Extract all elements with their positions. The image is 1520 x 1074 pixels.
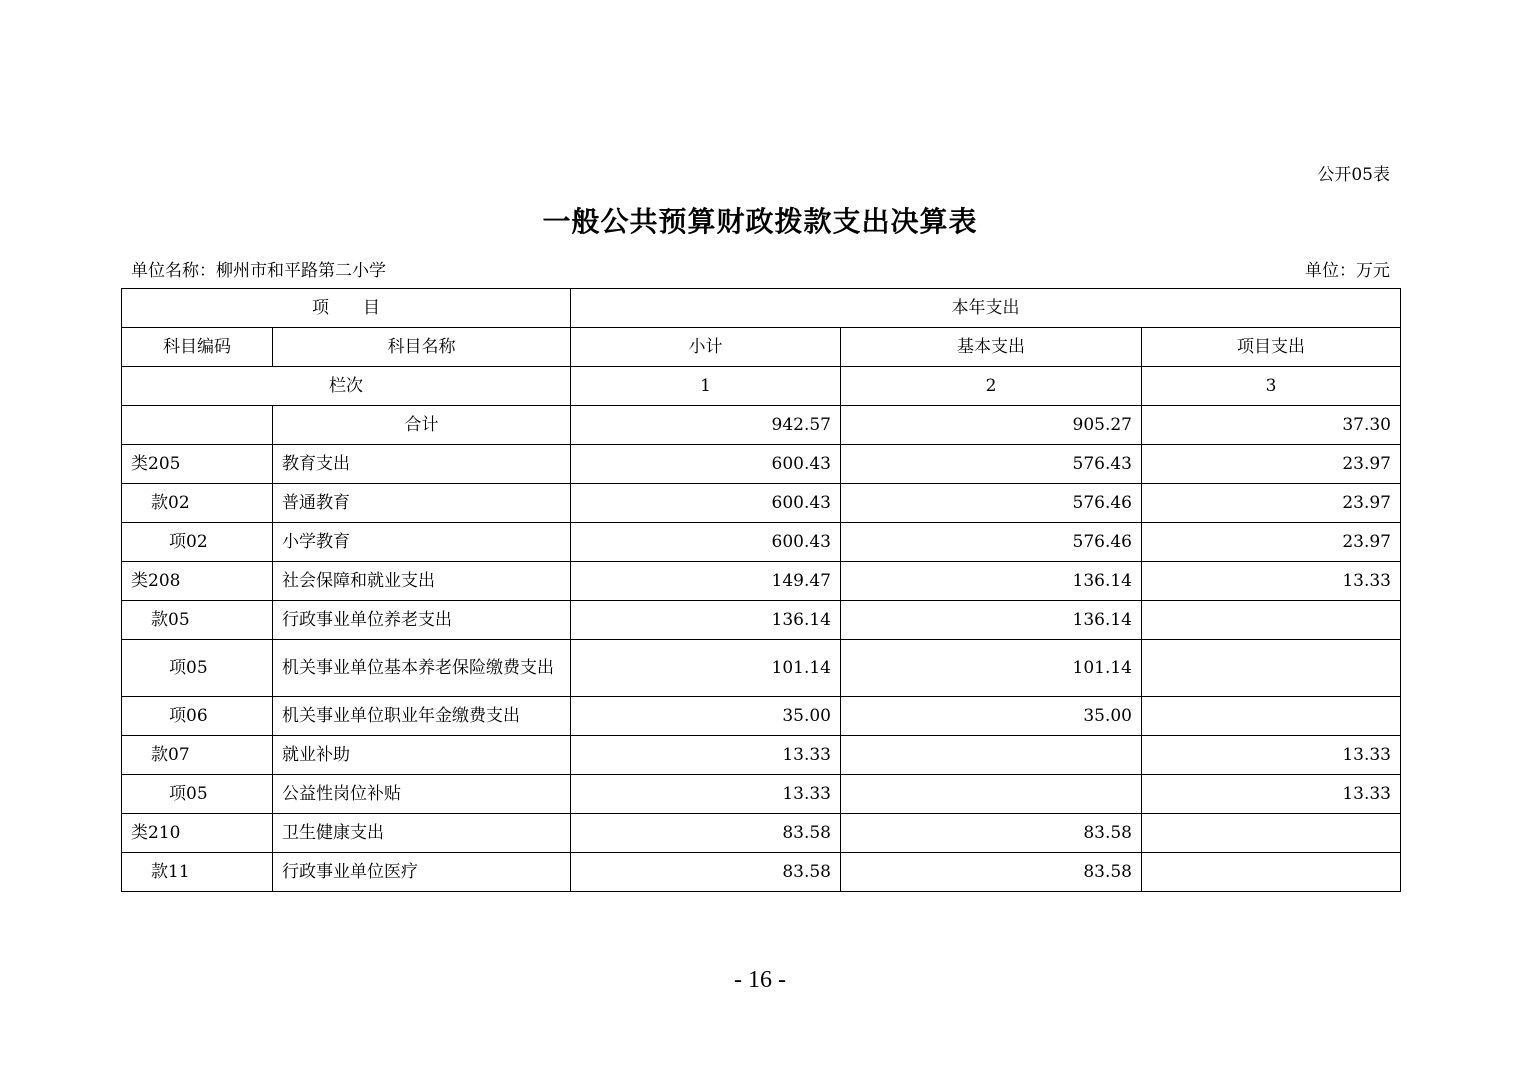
budget-table	[121, 288, 1401, 892]
project-value	[1142, 697, 1401, 736]
subject-code: 项05	[122, 775, 273, 814]
subtotal-value: 600.43	[571, 445, 841, 484]
subtotal-value: 13.33	[571, 775, 841, 814]
project-value: 23.97	[1142, 523, 1401, 562]
total-subtotal: 942.57	[571, 406, 841, 445]
project-value: 13.33	[1142, 562, 1401, 601]
subject-name: 行政事业单位养老支出	[273, 601, 571, 640]
header-column-order: 栏次	[122, 367, 571, 406]
project-value: 13.33	[1142, 736, 1401, 775]
subtotal-value: 136.14	[571, 601, 841, 640]
table-row	[122, 562, 1401, 601]
subtotal-value: 149.47	[571, 562, 841, 601]
table-row	[122, 484, 1401, 523]
header-col2: 2	[841, 367, 1142, 406]
basic-value: 576.43	[841, 445, 1142, 484]
total-project: 37.30	[1142, 406, 1401, 445]
header-row-2	[122, 328, 1401, 367]
table-row	[122, 601, 1401, 640]
subtotal-value: 600.43	[571, 523, 841, 562]
page-number: - 16 -	[734, 967, 786, 993]
header-item: 项 目	[122, 289, 571, 328]
basic-value: 136.14	[841, 562, 1142, 601]
basic-value: 136.14	[841, 601, 1142, 640]
project-value	[1142, 640, 1401, 697]
project-value	[1142, 601, 1401, 640]
table-row	[122, 640, 1401, 697]
subject-code: 项05	[122, 640, 273, 697]
basic-value: 576.46	[841, 484, 1142, 523]
page-title: 一般公共预算财政拨款支出决算表	[542, 205, 978, 238]
table-row	[122, 853, 1401, 892]
header-row-1	[122, 289, 1401, 328]
subtotal-value: 35.00	[571, 697, 841, 736]
header-row-3	[122, 367, 1401, 406]
table-row	[122, 445, 1401, 484]
meta-line	[131, 256, 1390, 281]
basic-value	[841, 775, 1142, 814]
header-subtotal: 小计	[571, 328, 841, 367]
header-basic: 基本支出	[841, 328, 1142, 367]
subject-code: 款07	[122, 736, 273, 775]
total-basic: 905.27	[841, 406, 1142, 445]
basic-value: 83.58	[841, 814, 1142, 853]
subject-name: 教育支出	[273, 445, 571, 484]
subject-code: 款05	[122, 601, 273, 640]
subject-name: 社会保障和就业支出	[273, 562, 571, 601]
subject-code: 款02	[122, 484, 273, 523]
header-subject-name: 科目名称	[273, 328, 571, 367]
header-project: 项目支出	[1142, 328, 1401, 367]
project-value	[1142, 814, 1401, 853]
subtotal-value: 83.58	[571, 814, 841, 853]
table-row	[122, 814, 1401, 853]
unit-name: 单位名称：柳州市和平路第二小学	[131, 261, 386, 281]
subject-name: 卫生健康支出	[273, 814, 571, 853]
subject-name: 小学教育	[273, 523, 571, 562]
basic-value: 83.58	[841, 853, 1142, 892]
subject-name: 机关事业单位基本养老保险缴费支出	[273, 640, 571, 697]
table-row	[122, 775, 1401, 814]
project-value	[1142, 853, 1401, 892]
header-col3: 3	[1142, 367, 1401, 406]
subject-name: 就业补助	[273, 736, 571, 775]
subject-code: 类208	[122, 562, 273, 601]
header-current-year: 本年支出	[571, 289, 1401, 328]
total-code	[122, 406, 273, 445]
subject-name: 机关事业单位职业年金缴费支出	[273, 697, 571, 736]
total-row	[122, 406, 1401, 445]
subject-code: 类210	[122, 814, 273, 853]
subtotal-value: 101.14	[571, 640, 841, 697]
subtotal-value: 13.33	[571, 736, 841, 775]
subtotal-value: 83.58	[571, 853, 841, 892]
subtotal-value: 600.43	[571, 484, 841, 523]
subject-code: 项02	[122, 523, 273, 562]
form-number: 公开05表	[1317, 165, 1390, 185]
basic-value	[841, 736, 1142, 775]
subject-code: 项06	[122, 697, 273, 736]
table-row	[122, 523, 1401, 562]
header-subject-code: 科目编码	[122, 328, 273, 367]
subject-name: 公益性岗位补贴	[273, 775, 571, 814]
project-value: 23.97	[1142, 445, 1401, 484]
basic-value: 35.00	[841, 697, 1142, 736]
subject-name: 行政事业单位医疗	[273, 853, 571, 892]
currency-unit: 单位：万元	[1305, 261, 1390, 281]
basic-value: 101.14	[841, 640, 1142, 697]
subject-code: 类205	[122, 445, 273, 484]
project-value: 23.97	[1142, 484, 1401, 523]
project-value: 13.33	[1142, 775, 1401, 814]
subject-name: 普通教育	[273, 484, 571, 523]
total-label: 合计	[273, 406, 571, 445]
subject-code: 款11	[122, 853, 273, 892]
table-row	[122, 697, 1401, 736]
header-col1: 1	[571, 367, 841, 406]
table-row	[122, 736, 1401, 775]
basic-value: 576.46	[841, 523, 1142, 562]
